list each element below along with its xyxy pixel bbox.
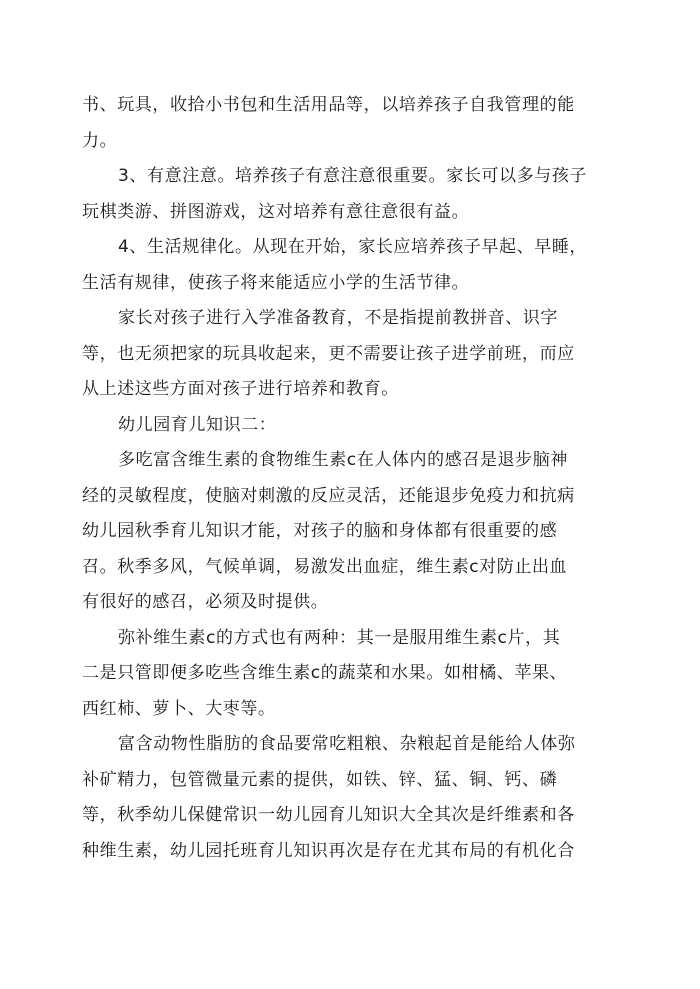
text-line: 书、玩具，收拾小书包和生活用品等，以培养孩子自我管理的能 xyxy=(82,95,575,115)
section-heading-two xyxy=(82,408,622,444)
text-line: 弥补维生素c的方式也有两种：其一是服用维生素c片，其 xyxy=(118,627,561,648)
text-line: 召。秋季多风，气候单调，易激发出血症，维生素c对防止出血 xyxy=(82,556,568,577)
text-line: 幼儿园育儿知识二： xyxy=(118,414,277,435)
text-line: 生活有规律，使孩子将来能适应小学的生活节律。 xyxy=(82,272,470,293)
text-line: 西红柿、萝卜、大枣等。 xyxy=(82,698,276,719)
paragraph-supplement xyxy=(82,621,622,728)
paragraph-continued xyxy=(82,88,622,159)
text-line: 二是只管即便多吃些含维生素c的蔬菜和水果。如柑橘、苹果、 xyxy=(82,663,568,683)
text-line: 等，秋季幼儿保健常识一幼儿园育儿知识大全其次是纤维素和各 xyxy=(82,805,575,825)
text-line: 富含动物性脂肪的食品要常吃粗粮、杂粮起首是能给人体弥 xyxy=(118,734,576,754)
text-line: 从上述这些方面对孩子进行培养和教育。 xyxy=(82,379,399,399)
text-line: 力。 xyxy=(82,130,118,151)
text-line: 4、生活规律化。从现在开始，家长应培养孩子早起、早睡， xyxy=(118,237,588,257)
text-line: 3、有意注意。培养孩子有意注意很重要。家长可以多与孩子 xyxy=(118,166,588,186)
paragraph-grains xyxy=(82,727,622,869)
text-line: 有很好的感召，必须及时提供。 xyxy=(82,592,329,612)
paragraph-vitamin-c xyxy=(82,443,622,621)
text-line: 多吃富含维生素的食物维生素c在人体内的感召是退步脑神 xyxy=(118,450,568,470)
text-line: 玩棋类游、拼图游戏，这对培养有意往意很有益。 xyxy=(82,201,470,222)
paragraph-summary xyxy=(82,301,622,408)
text-line: 种维生素，幼儿园托班育儿知识再次是存在尤其布局的有机化合 xyxy=(82,840,575,861)
text-line: 家长对孩子进行入学准备教育，不是指提前教拼音、识字 xyxy=(118,308,558,328)
text-line: 补矿精力，包管微量元素的提供，如铁、锌、猛、铜、钙、磷 xyxy=(82,769,558,790)
document-body xyxy=(82,88,622,869)
text-line: 经的灵敏程度，使脑对刺激的反应灵活，还能退步免疫力和抗病 xyxy=(82,485,575,506)
paragraph-attention xyxy=(82,159,622,230)
paragraph-routine xyxy=(82,230,622,301)
text-line: 幼儿园秋季育儿知识才能，对孩子的脑和身体都有很重要的感 xyxy=(82,521,558,541)
text-line: 等，也无须把家的玩具收起来，更不需要让孩子进学前班，而应 xyxy=(82,343,575,364)
